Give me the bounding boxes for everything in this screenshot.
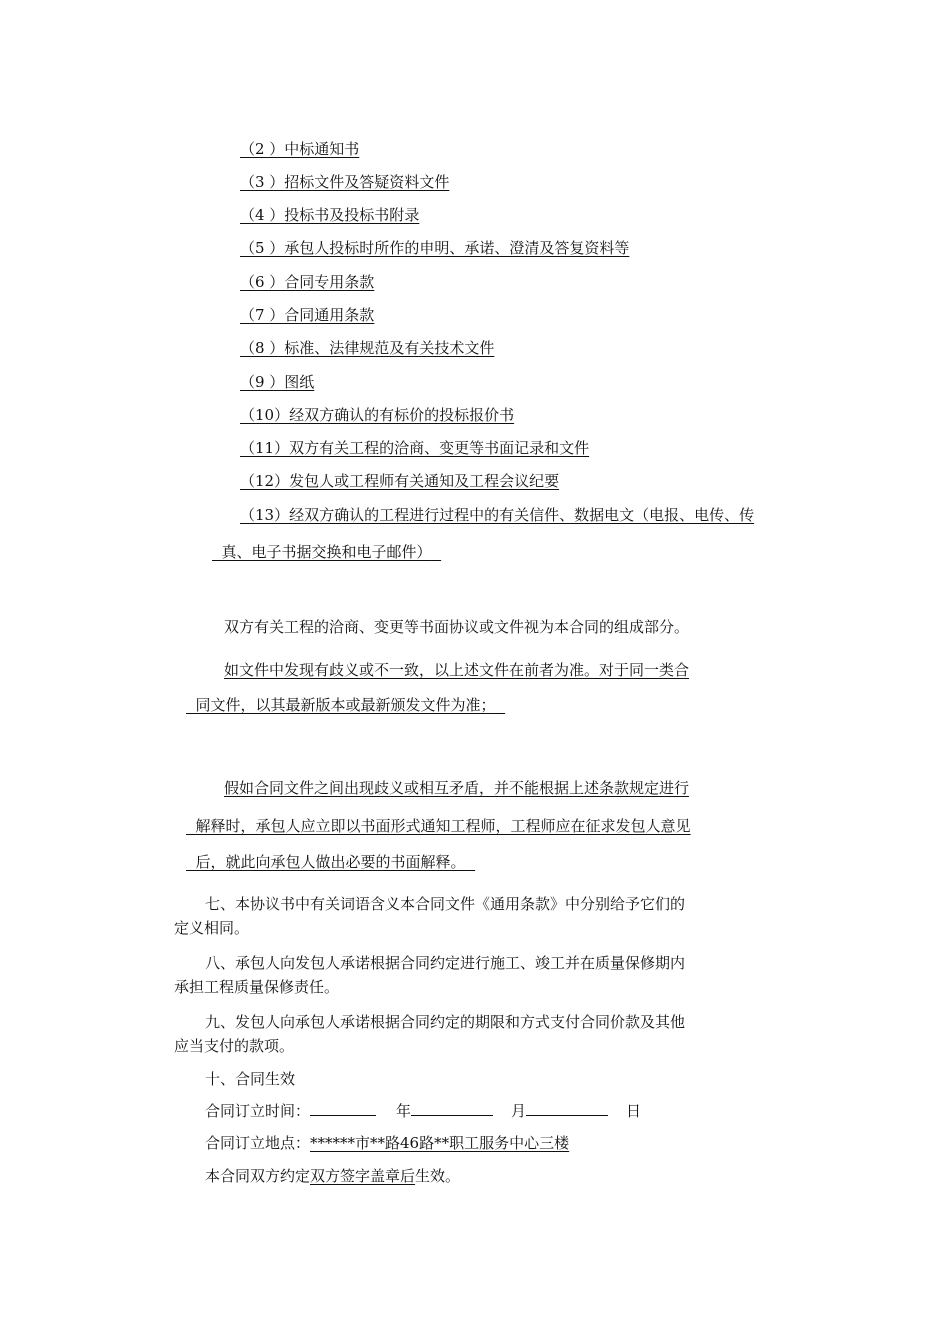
- doc-list-item-10: （10）经双方确认的有标价的投标报价书: [240, 406, 515, 424]
- sign-place-value: ******市**路46路**职工服务中心三楼: [310, 1134, 570, 1152]
- sign-month-label: 月: [511, 1102, 527, 1120]
- sign-place-label: 合同订立地点：: [205, 1134, 311, 1152]
- para-interpret-line-1: 假如合同文件之间出现歧义或相互矛盾，并不能根据上述条款规定进行: [224, 779, 690, 797]
- clause-7-line-1: 七、本协议书中有关词语含义本合同文件《通用条款》中分别给予它们的: [205, 895, 686, 913]
- para-composition: 双方有关工程的洽商、变更等书面协议或文件视为本合同的组成部分。: [224, 618, 690, 636]
- sign-place-row: [205, 1133, 569, 1153]
- para-interpret-line-2-text: 解释时，承包人应立即以书面形式通知工程师，工程师应在征求发包人意见: [195, 817, 691, 835]
- clause-10-title: 十、合同生效: [205, 1070, 296, 1088]
- doc-list-item-3: （3 ）招标文件及答疑资料文件: [240, 173, 450, 191]
- doc-list-item-12: （12）发包人或工程师有关通知及工程会议纪要: [240, 472, 560, 490]
- clause-8-line-2: 承担工程质量保修责任。: [174, 978, 340, 996]
- doc-list-item-8: （8 ）标准、法律规范及有关技术文件: [240, 339, 495, 357]
- sign-time-label: 合同订立时间：: [205, 1102, 311, 1120]
- para-conflict-line-2: [186, 695, 505, 715]
- doc-list-item-7: （7 ）合同通用条款: [240, 306, 375, 324]
- sign-year-label: 年: [396, 1102, 412, 1120]
- clause-9-line-2: 应当支付的款项。: [174, 1037, 295, 1055]
- doc-list-item-11: （11）双方有关工程的洽商、变更等书面记录和文件: [240, 439, 590, 457]
- para-conflict-line-2-text: 同文件，以其最新版本或最新颁发文件为准；: [195, 696, 496, 714]
- effective-prefix: 本合同双方约定: [205, 1167, 311, 1185]
- clause-9-line-1: 九、发包人向承包人承诺根据合同约定的期限和方式支付合同价款及其他: [205, 1013, 686, 1031]
- para-interpret-line-2: [186, 816, 691, 836]
- clause-7-line-2: 定义相同。: [174, 919, 250, 937]
- doc-list-item-6: （6 ）合同专用条款: [240, 273, 375, 291]
- effective-suffix: 生效。: [415, 1167, 461, 1185]
- sign-day-label: 日: [626, 1102, 642, 1120]
- sign-year-blank: [310, 1100, 376, 1116]
- effective-value: 双方签字盖章后: [310, 1167, 416, 1185]
- sign-month-blank: [411, 1100, 493, 1116]
- doc-list-cont-text: 真、电子书据交换和电子邮件）: [221, 543, 432, 561]
- doc-list-item-13-continued: [212, 542, 441, 562]
- effective-row: [205, 1166, 460, 1186]
- para-conflict-line-1: 如文件中发现有歧义或不一致，以上述文件在前者为准。对于同一类合: [224, 661, 690, 679]
- para-interpret-line-3: [186, 852, 475, 872]
- clause-8-line-1: 八、承包人向发包人承诺根据合同约定进行施工、竣工并在质量保修期内: [205, 954, 686, 972]
- doc-list-item-5: （5 ）承包人投标时所作的申明、承诺、澄清及答复资料等: [240, 239, 630, 257]
- sign-time-row: [205, 1100, 641, 1121]
- para-interpret-line-3-text: 后，就此向承包人做出必要的书面解释。: [195, 853, 466, 871]
- sign-day-blank: [526, 1100, 608, 1116]
- doc-list-item-4: （4 ）投标书及投标书附录: [240, 206, 420, 224]
- doc-list-item-13: （13）经双方确认的工程进行过程中的有关信件、数据电文（电报、电传、传: [240, 506, 755, 524]
- doc-list-item-9: （9 ）图纸: [240, 373, 315, 391]
- doc-list-item-2: （2 ）中标通知书: [240, 140, 360, 158]
